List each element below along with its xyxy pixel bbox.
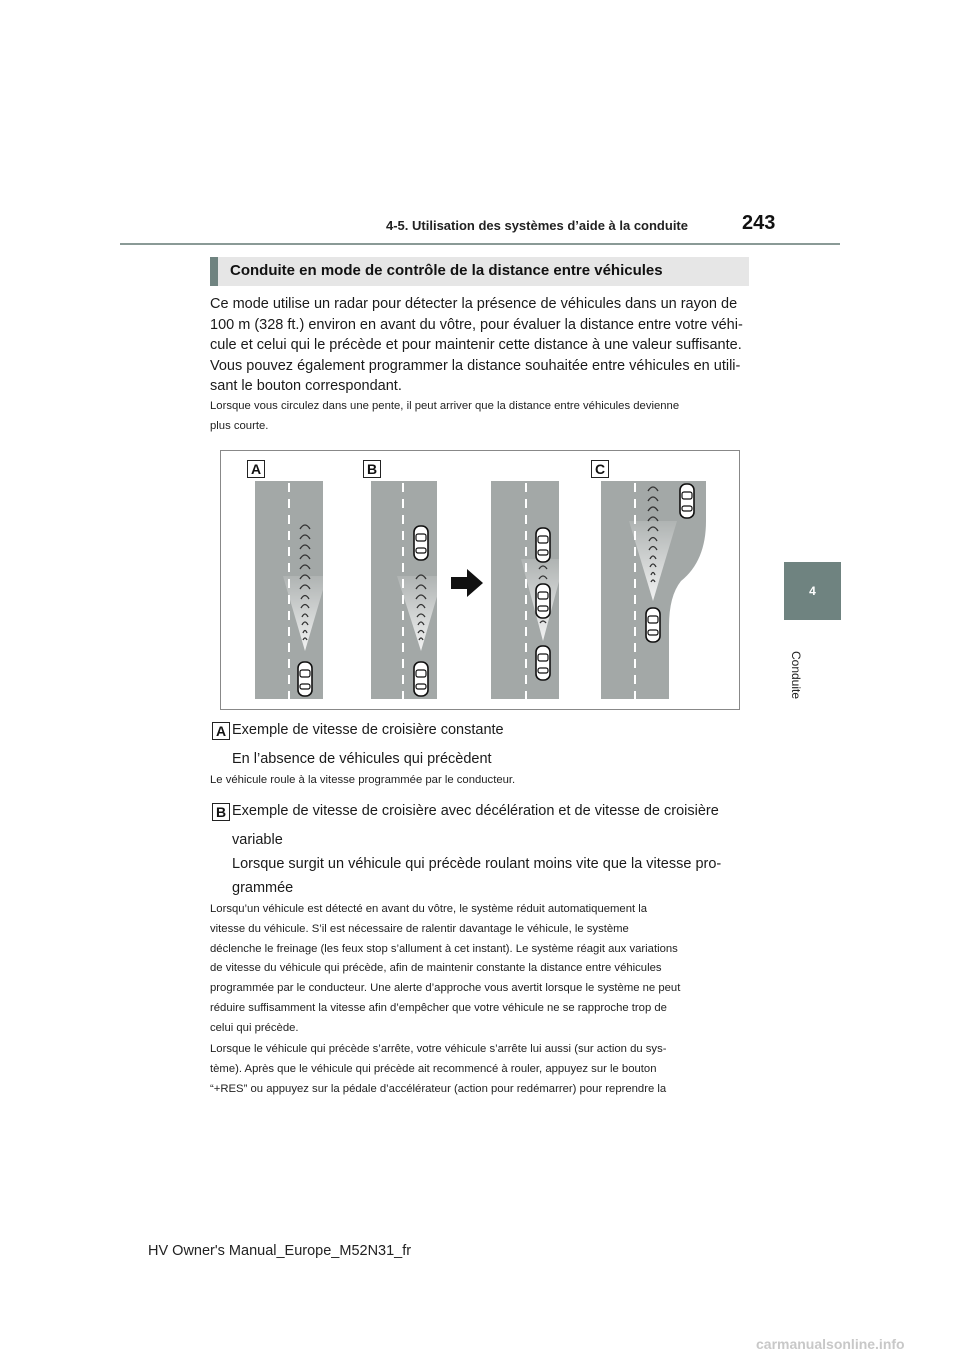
intro-line: cule et celui qui le précède et pour maintenir cette distance à une valeur suffisante.	[210, 337, 742, 353]
header-rule	[120, 243, 840, 245]
item-a-title-text: Exemple de vitesse de croisière constante	[232, 722, 504, 738]
footer-manual-id: HV Owner's Manual_Europe_M52N31_fr	[148, 1243, 412, 1259]
chapter-name-vertical	[776, 650, 816, 700]
item-b-desc-2	[210, 1040, 750, 1099]
item-b-desc-1	[210, 900, 750, 1039]
item-b-subtitle-line: Lorsque surgit un véhicule qui précède roulant moins vite que la vitesse pro-	[232, 856, 722, 872]
road-illustration	[221, 451, 739, 709]
slope-note	[210, 397, 750, 437]
item-b-subtitle-line: grammée	[232, 880, 294, 896]
desc-line: Lorsqu’un véhicule est détecté en avant du vôtre, le système réduit automatiquement la	[210, 903, 648, 915]
intro-line: Ce mode utilise un radar pour détecter la présence de véhicules dans un rayon de	[210, 296, 738, 312]
desc-line: celui qui précède.	[210, 1021, 299, 1034]
desc-line: Lorsque le véhicule qui précède s’arrête, votre véhicule s’arrête lui aussi (sur action du sys-	[210, 1043, 667, 1055]
page-number: 243	[742, 212, 776, 234]
intro-line: 100 m (328 ft.) environ en avant du vôtre, pour évaluer la distance entre votre véhi-	[210, 316, 743, 333]
desc-line: programmée par le conducteur. Une alerte d’approche vous avertit lorsque le système ne peut	[210, 982, 681, 995]
figure-label-a: A	[247, 460, 265, 478]
intro-line: Vous pouvez également programmer la distance souhaitée entre véhicules en utili-	[210, 357, 741, 374]
desc-line: “+RES” ou appuyez sur la pédale d’accélérateur (action pour redémarrer) pour reprendre la	[210, 1082, 667, 1095]
chapter-tab[interactable]	[784, 562, 841, 620]
note-line: Lorsque vous circulez dans une pente, il peut arriver que la distance entre véhicules devienne	[210, 400, 680, 412]
section-title: Conduite en mode de contrôle de la distance entre véhicules	[230, 262, 663, 279]
item-a-desc: Le véhicule roule à la vitesse programmée par le conducteur.	[210, 774, 516, 786]
item-b-label: B	[212, 803, 230, 821]
item-a-subtitle: En l’absence de véhicules qui précèdent	[232, 751, 492, 767]
desc-line: réduire suffisamment la vitesse afin d’empêcher que votre véhicule ne se rapproche trop de	[210, 1001, 667, 1014]
item-b-title-line: variable	[232, 832, 283, 848]
item-a-label: A	[212, 722, 230, 740]
item-b-title-line: Exemple de vitesse de croisière avec décélération et de vitesse de croisière	[232, 803, 719, 819]
desc-line: vitesse du véhicule. S’il est nécessaire de ralentir davantage le véhicule, le système	[210, 922, 629, 935]
note-line: plus courte.	[210, 419, 269, 432]
figure-distance-control	[220, 450, 740, 710]
desc-line: de vitesse du véhicule qui précède, afin de maintenir constante la distance entre véhicules	[210, 962, 662, 975]
arrow-icon	[451, 569, 483, 597]
chapter-number: 4	[809, 584, 816, 598]
intro-line: sant le bouton correspondant.	[210, 378, 402, 394]
intro-paragraph	[210, 294, 750, 397]
section-title-box	[210, 257, 749, 286]
chapter-name: Conduite	[789, 650, 803, 700]
figure-label-b: B	[363, 460, 381, 478]
running-header-section: 4-5. Utilisation des systèmes d’aide à la conduite	[386, 218, 688, 233]
desc-line: déclenche le freinage (les feux stop s’allument à cet instant). Le système réagit aux variations	[210, 942, 678, 955]
watermark: carmanualsonline.info	[756, 1336, 905, 1352]
figure-label-c: C	[591, 460, 609, 478]
desc-line: tème). Après que le véhicule qui précède ait recommencé à rouler, appuyez sur le bouton	[210, 1062, 657, 1075]
